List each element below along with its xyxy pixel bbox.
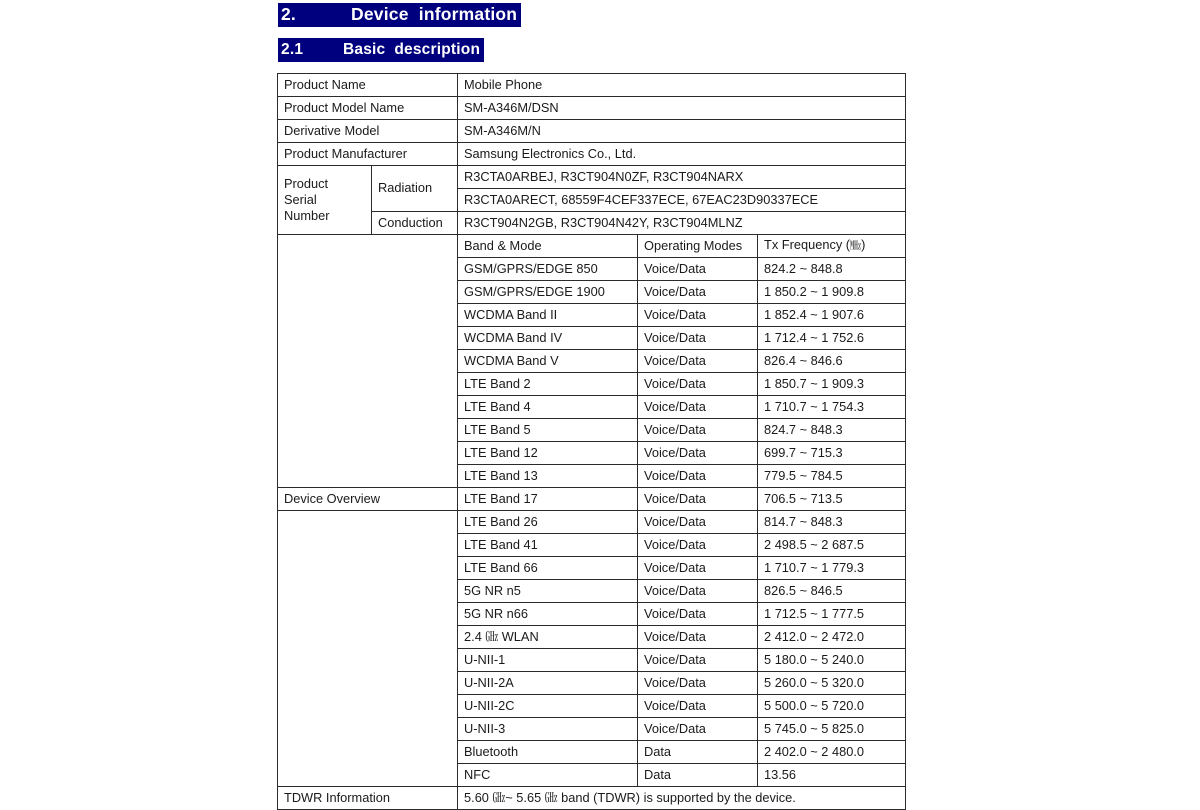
band-frequency: 706.5 ~ 713.5 xyxy=(758,488,906,511)
band-name: NFC xyxy=(458,764,638,787)
band-frequency: 1 850.2 ~ 1 909.8 xyxy=(758,281,906,304)
section-heading-number: 2. xyxy=(281,4,296,24)
serial-conduction-value-1: R3CT904N2GB, R3CT904N42Y, R3CT904MLNZ xyxy=(458,212,906,235)
band-name: LTE Band 4 xyxy=(458,396,638,419)
band-name: U-NII-3 xyxy=(458,718,638,741)
serial-radiation-value-2: R3CTA0ARECT, 68559F4CEF337ECE, 67EAC23D90337ECE xyxy=(458,189,906,212)
overview-label-spacer-top xyxy=(278,235,458,488)
band-mode: Voice/Data xyxy=(638,580,758,603)
subsection-heading xyxy=(278,38,484,62)
subsection-heading-title: Basic description xyxy=(343,41,481,58)
band-mode: Data xyxy=(638,764,758,787)
table-row xyxy=(278,97,906,120)
band-frequency: 814.7 ~ 848.3 xyxy=(758,511,906,534)
serial-label-line-1: Product xyxy=(284,175,329,191)
band-mode: Voice/Data xyxy=(638,396,758,419)
overview-label-spacer-bottom xyxy=(278,511,458,787)
row-label-product-serial-number xyxy=(278,166,372,235)
band-frequency: 1 712.5 ~ 1 777.5 xyxy=(758,603,906,626)
megahertz-unit-icon: ㎒ xyxy=(850,240,862,252)
band-name: LTE Band 5 xyxy=(458,419,638,442)
section-heading xyxy=(278,3,521,27)
table-row-band-header xyxy=(278,235,906,258)
band-frequency: 699.7 ~ 715.3 xyxy=(758,442,906,465)
band-name: LTE Band 41 xyxy=(458,534,638,557)
band-name: WCDMA Band V xyxy=(458,350,638,373)
band-name: LTE Band 66 xyxy=(458,557,638,580)
table-row xyxy=(278,166,906,189)
band-mode: Voice/Data xyxy=(638,649,758,672)
row-label-product-name: Product Name xyxy=(278,74,458,97)
sublabel-radiation: Radiation xyxy=(372,166,458,212)
band-name: Bluetooth xyxy=(458,741,638,764)
row-value-tdwr-information: 5.60 ㎓~ 5.65 ㎓ band (TDWR) is supported by the device. xyxy=(458,787,906,810)
table-row xyxy=(278,488,906,511)
band-name: 5G NR n5 xyxy=(458,580,638,603)
band-name: U-NII-2C xyxy=(458,695,638,718)
serial-radiation-value-1: R3CTA0ARBEJ, R3CT904N0ZF, R3CT904NARX xyxy=(458,166,906,189)
band-mode: Voice/Data xyxy=(638,557,758,580)
row-label-device-overview: Device Overview xyxy=(278,488,458,511)
row-label-product-manufacturer: Product Manufacturer xyxy=(278,143,458,166)
band-name: LTE Band 17 xyxy=(458,488,638,511)
band-frequency: 826.5 ~ 846.5 xyxy=(758,580,906,603)
band-frequency: 779.5 ~ 784.5 xyxy=(758,465,906,488)
table-row xyxy=(278,511,906,534)
band-name: 5G NR n66 xyxy=(458,603,638,626)
band-mode: Voice/Data xyxy=(638,304,758,327)
band-frequency: 2 412.0 ~ 2 472.0 xyxy=(758,626,906,649)
band-frequency: 824.7 ~ 848.3 xyxy=(758,419,906,442)
row-label-tdwr-information: TDWR Information xyxy=(278,787,458,810)
band-frequency: 5 500.0 ~ 5 720.0 xyxy=(758,695,906,718)
band-frequency: 2 498.5 ~ 2 687.5 xyxy=(758,534,906,557)
row-value-product-manufacturer: Samsung Electronics Co., Ltd. xyxy=(458,143,906,166)
tx-frequency-label: Tx Frequency ( xyxy=(764,237,851,252)
band-mode: Voice/Data xyxy=(638,672,758,695)
section-heading-title: Device information xyxy=(351,4,518,24)
section-heading-text xyxy=(278,3,521,27)
sublabel-conduction: Conduction xyxy=(372,212,458,235)
band-mode: Voice/Data xyxy=(638,718,758,741)
band-name: LTE Band 13 xyxy=(458,465,638,488)
table-row xyxy=(278,212,906,235)
band-name: WCDMA Band II xyxy=(458,304,638,327)
band-mode: Voice/Data xyxy=(638,350,758,373)
column-header-band-mode: Band & Mode xyxy=(458,235,638,258)
band-mode: Voice/Data xyxy=(638,534,758,557)
band-mode: Voice/Data xyxy=(638,488,758,511)
band-mode: Voice/Data xyxy=(638,626,758,649)
band-name: LTE Band 12 xyxy=(458,442,638,465)
band-frequency: 824.2 ~ 848.8 xyxy=(758,258,906,281)
tx-frequency-label-close: ) xyxy=(861,237,866,252)
band-frequency: 1 710.7 ~ 1 754.3 xyxy=(758,396,906,419)
table-row xyxy=(278,74,906,97)
column-header-operating-modes: Operating Modes xyxy=(638,235,758,258)
band-mode: Voice/Data xyxy=(638,695,758,718)
subsection-heading-text xyxy=(278,38,484,62)
column-header-tx-frequency xyxy=(758,235,906,258)
row-value-derivative-model: SM-A346M/N xyxy=(458,120,906,143)
row-label-derivative-model: Derivative Model xyxy=(278,120,458,143)
table-row xyxy=(278,120,906,143)
band-mode: Voice/Data xyxy=(638,442,758,465)
band-frequency: 13.56 xyxy=(758,764,906,787)
band-name: 2.4 ㎓ WLAN xyxy=(458,626,638,649)
band-frequency: 1 710.7 ~ 1 779.3 xyxy=(758,557,906,580)
serial-label-line-2: Serial xyxy=(284,191,317,207)
band-frequency: 826.4 ~ 846.6 xyxy=(758,350,906,373)
band-frequency: 5 180.0 ~ 5 240.0 xyxy=(758,649,906,672)
band-mode: Voice/Data xyxy=(638,419,758,442)
table-row xyxy=(278,143,906,166)
row-value-product-name: Mobile Phone xyxy=(458,74,906,97)
serial-label-line-3: Number xyxy=(284,207,330,223)
band-name: U-NII-2A xyxy=(458,672,638,695)
band-frequency: 2 402.0 ~ 2 480.0 xyxy=(758,741,906,764)
band-name: GSM/GPRS/EDGE 850 xyxy=(458,258,638,281)
band-frequency: 5 260.0 ~ 5 320.0 xyxy=(758,672,906,695)
band-name: GSM/GPRS/EDGE 1900 xyxy=(458,281,638,304)
band-name: WCDMA Band IV xyxy=(458,327,638,350)
band-mode: Voice/Data xyxy=(638,258,758,281)
band-name: LTE Band 26 xyxy=(458,511,638,534)
row-label-product-model-name: Product Model Name xyxy=(278,97,458,120)
band-frequency: 1 712.4 ~ 1 752.6 xyxy=(758,327,906,350)
band-mode: Voice/Data xyxy=(638,465,758,488)
band-frequency: 1 850.7 ~ 1 909.3 xyxy=(758,373,906,396)
band-mode: Voice/Data xyxy=(638,511,758,534)
band-mode: Voice/Data xyxy=(638,327,758,350)
band-name: U-NII-1 xyxy=(458,649,638,672)
band-mode: Data xyxy=(638,741,758,764)
band-frequency: 5 745.0 ~ 5 825.0 xyxy=(758,718,906,741)
device-information-table xyxy=(277,73,906,810)
subsection-heading-number: 2.1 xyxy=(281,41,304,58)
band-mode: Voice/Data xyxy=(638,373,758,396)
table-row-tdwr xyxy=(278,787,906,810)
band-frequency: 1 852.4 ~ 1 907.6 xyxy=(758,304,906,327)
band-mode: Voice/Data xyxy=(638,603,758,626)
row-value-product-model-name: SM-A346M/DSN xyxy=(458,97,906,120)
band-name: LTE Band 2 xyxy=(458,373,638,396)
band-mode: Voice/Data xyxy=(638,281,758,304)
